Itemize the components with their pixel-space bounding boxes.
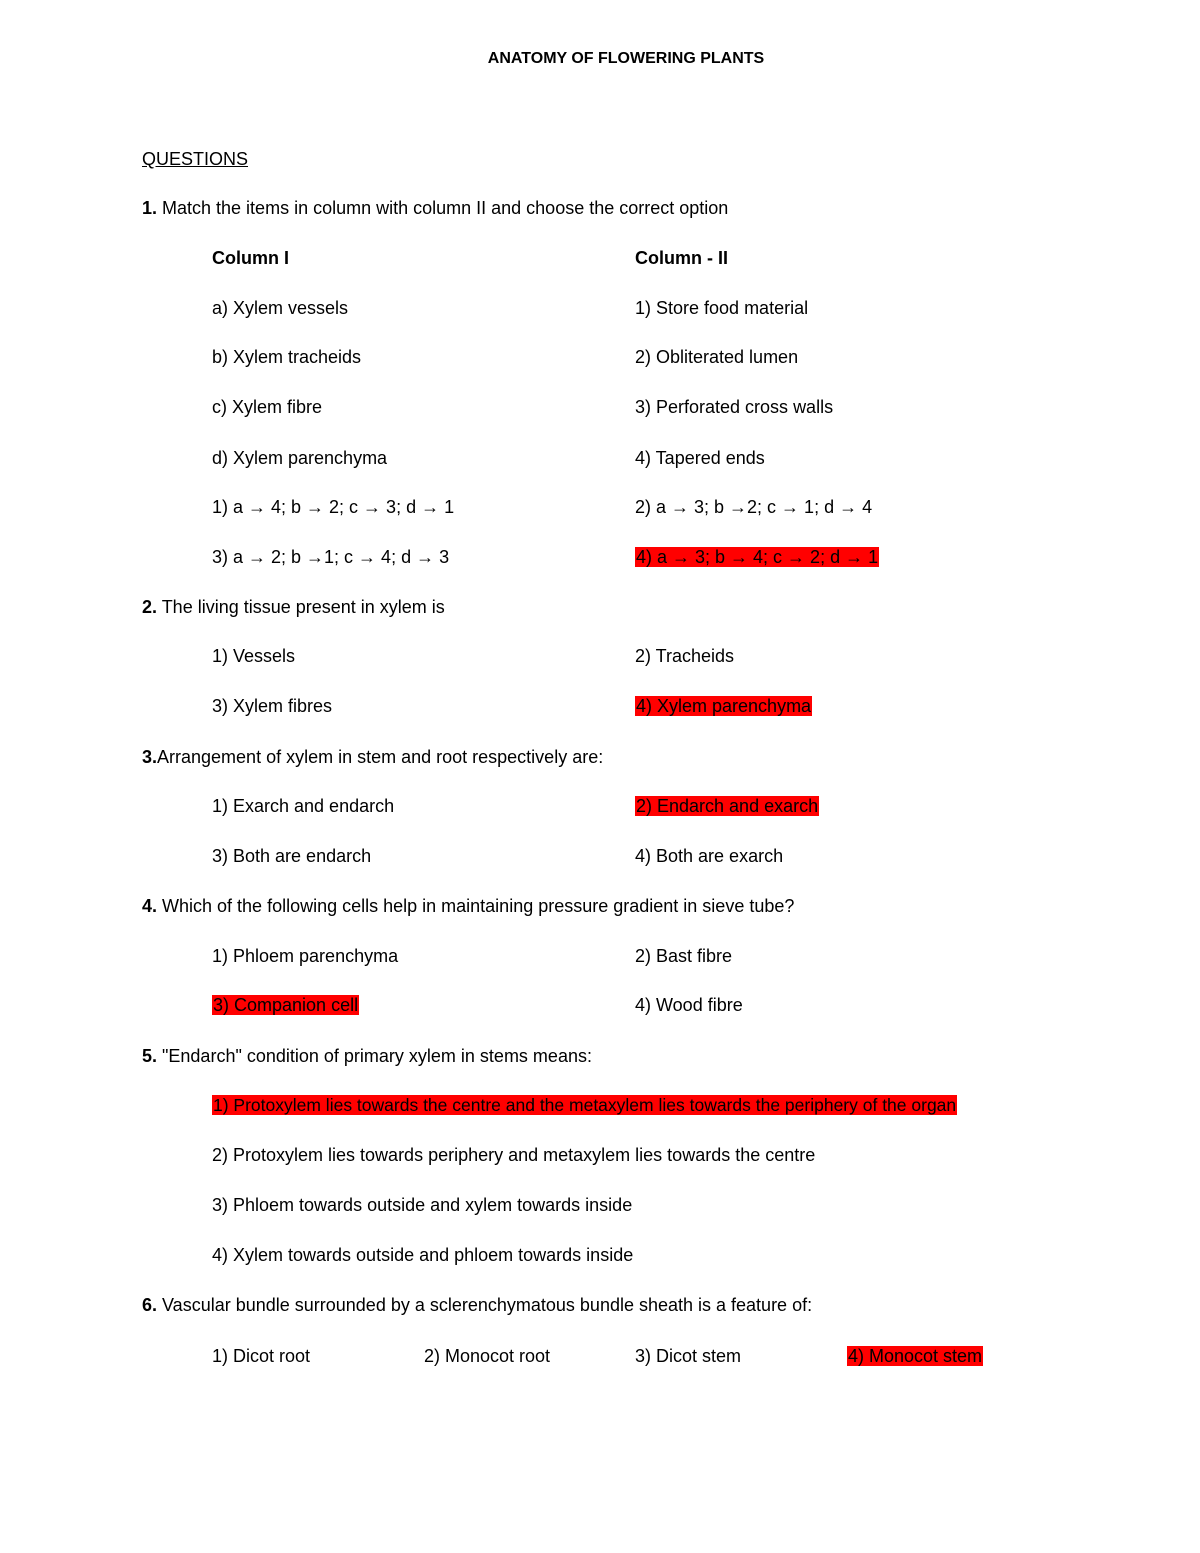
q2-option-2: 2) Tracheids <box>635 646 735 666</box>
column-1-header: Column I <box>212 248 289 268</box>
question-4 <box>142 895 794 917</box>
question-text: Arrangement of xylem in stem and root respectively are: <box>157 747 604 767</box>
q2-option-1: 1) Vessels <box>212 646 296 666</box>
answer-highlight: 4) Xylem parenchyma <box>636 696 812 716</box>
q2-option-3: 3) Xylem fibres <box>212 696 333 716</box>
question-text: Which of the following cells help in maintaining pressure gradient in sieve tube? <box>157 896 795 916</box>
column-2-header: Column - II <box>635 248 728 268</box>
q3-option-4: 4) Both are exarch <box>635 846 784 866</box>
question-text: Vascular bundle surrounded by a sclerenchymatous bundle sheath is a feature of: <box>157 1295 813 1315</box>
q3-option-3: 3) Both are endarch <box>212 846 372 866</box>
answer-highlight: 4) a → 3; b → 4; c → 2; d → 1 <box>636 547 879 567</box>
column-2-item: 1) Store food material <box>635 298 809 318</box>
q6-option-2: 2) Monocot root <box>424 1346 551 1366</box>
question-6 <box>142 1294 812 1316</box>
q4-option-1: 1) Phloem parenchyma <box>212 946 399 966</box>
question-number: 2. <box>142 597 158 617</box>
q1-option-4 <box>635 546 879 568</box>
q4-option-2: 2) Bast fibre <box>635 946 733 966</box>
column-1-item: d) Xylem parenchyma <box>212 448 388 468</box>
column-2-item: 3) Perforated cross walls <box>635 397 834 417</box>
question-number: 5. <box>142 1046 158 1066</box>
answer-highlight: 1) Protoxylem lies towards the centre and the metaxylem lies towards the periphery of the organ <box>213 1095 957 1115</box>
question-text: The living tissue present in xylem is <box>157 597 445 617</box>
question-3 <box>142 746 603 768</box>
question-number: 4. <box>142 896 158 916</box>
q3-option-1: 1) Exarch and endarch <box>212 796 395 816</box>
q5-option-3: 3) Phloem towards outside and xylem towards inside <box>212 1195 633 1215</box>
q2-option-4 <box>635 695 812 717</box>
q5-option-1 <box>212 1094 957 1116</box>
column-1-item: b) Xylem tracheids <box>212 347 362 367</box>
q1-option-3: 3) a → 2; b →1; c → 4; d → 3 <box>212 547 450 567</box>
q5-option-4: 4) Xylem towards outside and phloem towards inside <box>212 1245 634 1265</box>
q1-option-2: 2) a → 3; b →2; c → 1; d → 4 <box>635 497 873 517</box>
q1-option-1: 1) a → 4; b → 2; c → 3; d → 1 <box>212 497 455 517</box>
section-heading: QUESTIONS <box>142 149 249 169</box>
column-2-item: 4) Tapered ends <box>635 448 765 468</box>
q4-option-3 <box>212 994 359 1016</box>
q6-option-1: 1) Dicot root <box>212 1346 311 1366</box>
question-2 <box>142 596 445 618</box>
answer-highlight: 3) Companion cell <box>213 995 359 1015</box>
question-number: 6. <box>142 1295 158 1315</box>
question-number: 1. <box>142 198 158 218</box>
q5-option-2: 2) Protoxylem lies towards periphery and metaxylem lies towards the centre <box>212 1145 816 1165</box>
q6-option-4 <box>847 1345 983 1367</box>
column-1-item: a) Xylem vessels <box>212 298 349 318</box>
column-2-item: 2) Obliterated lumen <box>635 347 799 367</box>
q4-option-4: 4) Wood fibre <box>635 995 743 1015</box>
q6-option-3: 3) Dicot stem <box>635 1346 742 1366</box>
answer-highlight: 2) Endarch and exarch <box>636 796 819 816</box>
column-1-item: c) Xylem fibre <box>212 397 323 417</box>
question-number: 3. <box>142 747 158 767</box>
question-1 <box>142 197 728 219</box>
question-text: Match the items in column with column II and choose the correct option <box>157 198 729 218</box>
document-title: ANATOMY OF FLOWERING PLANTS <box>487 50 765 67</box>
question-text: "Endarch" condition of primary xylem in stems means: <box>157 1046 592 1066</box>
answer-highlight: 4) Monocot stem <box>848 1346 983 1366</box>
question-5 <box>142 1045 592 1067</box>
q3-option-2 <box>635 795 819 817</box>
